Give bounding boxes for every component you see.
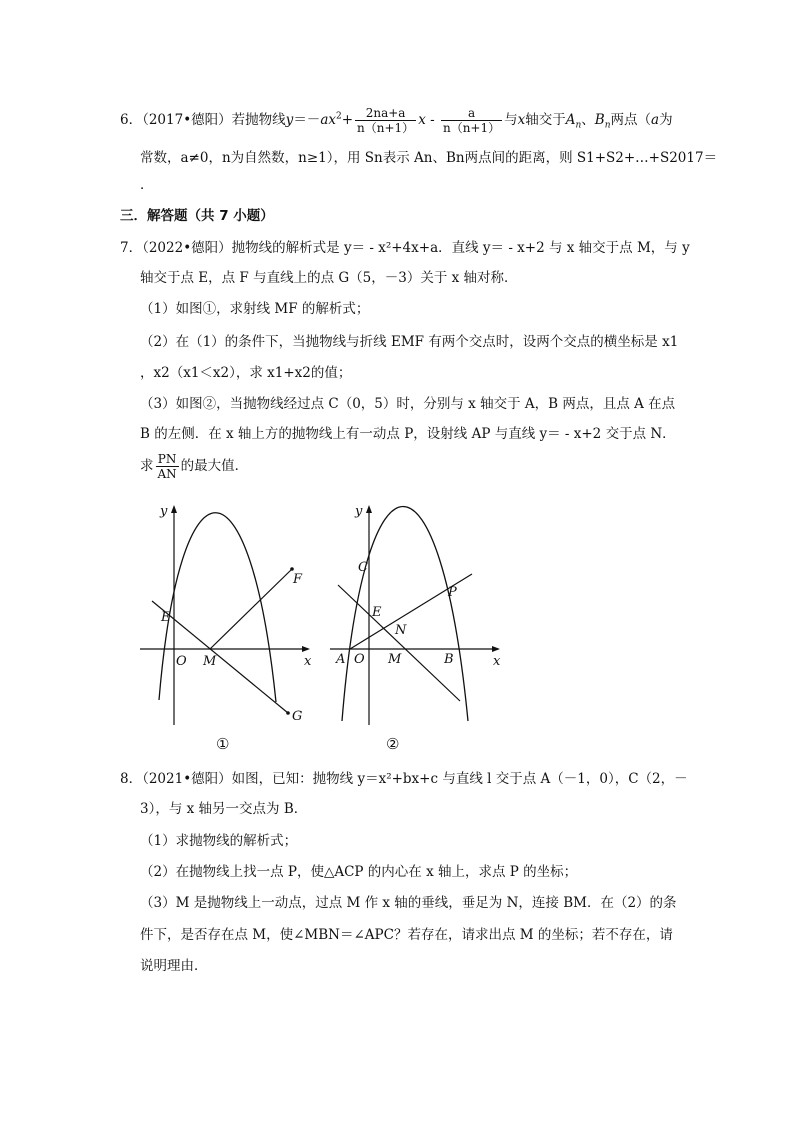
problem8-part3c: 说明理由． (140, 958, 208, 974)
problem7-part2a: （2）在（1）的条件下，当抛物线与折线 EMF 有两个交点时，设两个交点的横坐标是 x1 (140, 334, 679, 350)
fraction-1-numerator: 2na+a (355, 106, 416, 121)
figure-2-caption: ② (386, 735, 400, 753)
label-O: O (354, 652, 365, 667)
minus-sign: - (425, 112, 439, 128)
problem7-part1: （1）如图①，求射线 MF 的解析式； (140, 301, 370, 317)
label-B: B (444, 652, 454, 667)
ratio-numerator: PN (156, 452, 179, 467)
fraction-2-denominator: n（n+1） (442, 121, 501, 135)
figure-1 (130, 495, 320, 760)
parabola (159, 513, 276, 702)
plus-sign: + (341, 112, 354, 128)
problem8-line2: 3），与 x 轴另一交点为 B． (140, 801, 308, 817)
problem8-part3a: （3）M 是抛物线上一动点，过点 M 作 x 轴的垂线，垂足为 N，连接 BM．在（2）的条 (140, 895, 677, 911)
text-is: 为 (659, 112, 673, 128)
problem6-intro: 6．（2017•德阳）若抛物线 (120, 112, 286, 128)
label-x: x (304, 654, 312, 669)
text-find: 求 (140, 458, 154, 474)
label-E: E (372, 605, 382, 620)
label-y: y (355, 504, 363, 519)
label-y: y (160, 504, 168, 519)
var-y: y (285, 112, 294, 128)
point-G (286, 711, 290, 715)
problem8-part3b: 件下，是否存在点 M，使∠MBN＝∠APC？若存在，请求出点 M 的坐标；若不存在，请 (140, 927, 673, 943)
point-F (290, 567, 294, 571)
var-a: a (651, 112, 660, 128)
problem8-part1: （1）求抛物线的解析式； (140, 833, 298, 849)
figure-2 (320, 495, 510, 760)
x-axis-arrow (492, 646, 500, 652)
var-ax: ax (320, 112, 336, 128)
problem8-line1: 8．（2021•德阳）如图，已知：抛物线 y＝x²+bx+c 与直线 l 交于点 A（－1，0），C（2，－ (120, 771, 688, 787)
section-heading: 三．解答题（共 7 小题） (120, 208, 274, 224)
label-C: C (358, 560, 368, 575)
text-max: 的最大值． (180, 458, 249, 474)
sub-n: n (575, 120, 582, 131)
var-x: x (418, 112, 426, 128)
sub-n2: n (604, 120, 611, 131)
label-N: N (395, 623, 407, 638)
label-x: x (493, 654, 501, 669)
var-x2: x (517, 112, 526, 128)
equals-minus: ＝－ (293, 112, 321, 128)
problem8-part2: （2）在抛物线上找一点 P，使△ACP 的内心在 x 轴上，求点 P 的坐标； (140, 864, 578, 880)
label-P: P (448, 585, 457, 600)
fraction-2-numerator: a (441, 106, 502, 121)
problem6-line1 (120, 106, 673, 135)
ray-MF (210, 569, 292, 649)
fraction-1 (355, 106, 416, 135)
problem7-part2b: ，x2（x1＜x2），求 x1+x2的值； (140, 365, 352, 381)
problem7-part3b: B 的左侧．在 x 轴上方的抛物线上有一动点 P，设射线 AP 与直线 y＝ - x+2 交于点 N． (140, 426, 676, 442)
label-F: F (293, 572, 303, 587)
problem7-part3c (140, 452, 248, 481)
problem6-line2: 常数，a≠0，n为自然数，n≥1），用 Sn表示 An、Bn两点间的距离，则 S1+S2+…+S2017＝ (140, 150, 718, 166)
problem7-line1: 7．（2022•德阳）抛物线的解析式是 y＝ - x²+4x+a．直线 y＝ - x+2 与 x 轴交于点 M，与 y (120, 240, 690, 256)
ratio-fraction (156, 452, 179, 481)
text-with: 与 (504, 112, 518, 128)
var-B: B (594, 112, 605, 128)
problem7-line2: 轴交于点 E，点 F 与直线上的点 G（5，－3）关于 x 轴对称． (140, 270, 518, 286)
line-y-eq-neg-x-plus-2 (338, 585, 460, 701)
comma: 、 (581, 112, 595, 128)
text-axis: 轴交于 (525, 112, 566, 128)
x-axis-arrow (302, 646, 310, 652)
var-A: A (565, 112, 576, 128)
problem7-part3a: （3）如图②，当抛物线经过点 C（0，5）时，分别与 x 轴交于 A，B 两点，且点 A 在点 (140, 396, 676, 412)
y-axis-arrow (171, 505, 177, 513)
text-points: 两点（ (610, 112, 652, 128)
problem6-line3: ． (140, 177, 154, 193)
label-M: M (388, 652, 402, 667)
ratio-denominator: AN (157, 467, 177, 481)
line-EMG (152, 601, 288, 713)
label-G: G (292, 709, 303, 724)
label-E: E (161, 610, 171, 625)
label-O: O (176, 654, 187, 669)
y-axis-arrow (366, 505, 372, 513)
label-M: M (203, 654, 217, 669)
fraction-1-denominator: n（n+1） (357, 121, 415, 135)
fraction-2 (441, 106, 502, 135)
exponent: 2 (335, 111, 342, 122)
figure-1-caption: ① (216, 735, 230, 753)
label-A: A (336, 652, 346, 667)
parabola (342, 507, 468, 722)
